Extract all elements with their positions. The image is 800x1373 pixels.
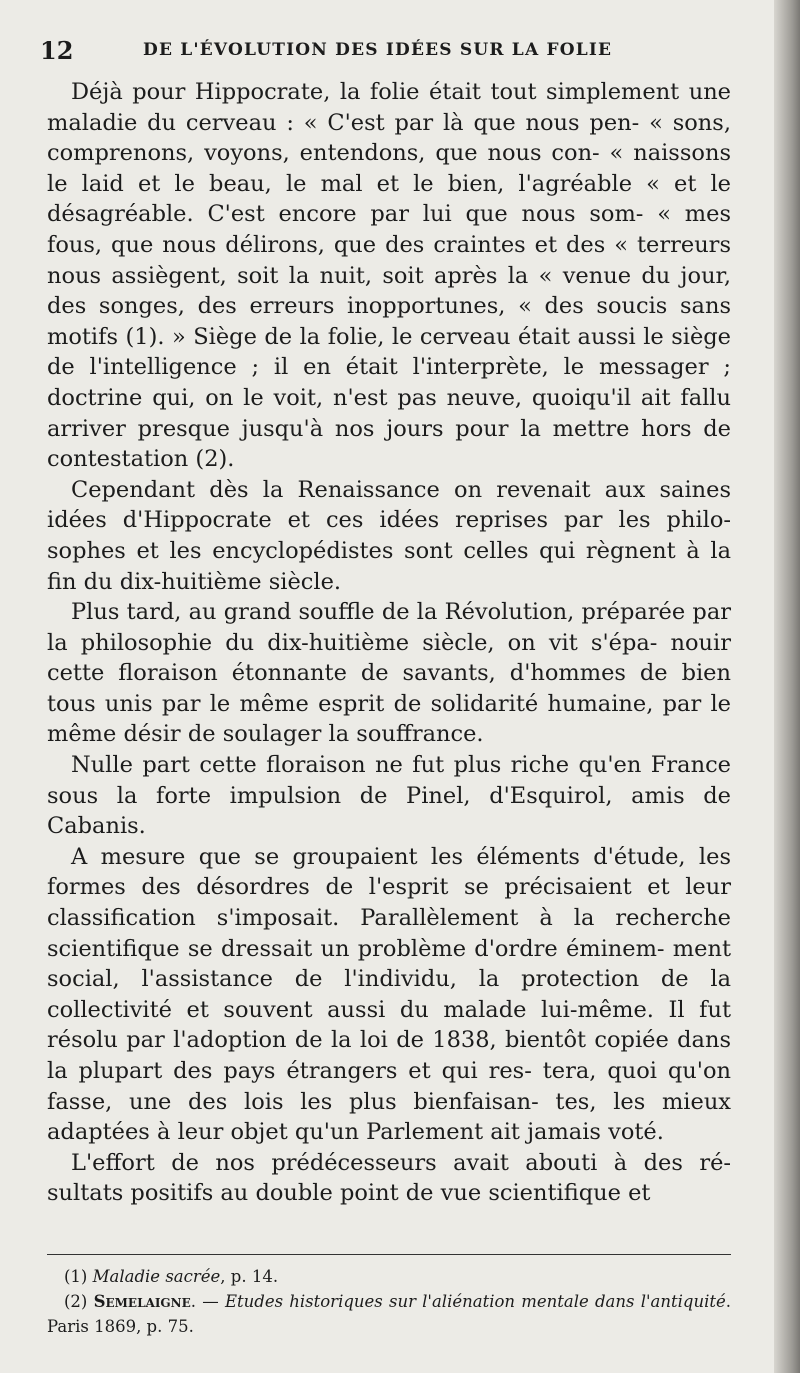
- footnote-marker: (1): [64, 1267, 88, 1286]
- paragraph: Déjà pour Hippocrate, la folie était tout simplement une maladie du cerveau : « C'est par là que nous pen- « sons, comprenons, voyons, entendons, que nous con- « naissons le laid et le beau, le mal et le bien, l'agréable « et le désagréable. C'est encore par lui que nous som- « mes fous, que nous délirons, que des craintes et des « terreurs nous assiègent, soit la nuit, soit après la « venue du jour, des songes, des erreurs inopportunes, « des soucis sans motifs (1). » Siège de la folie, le cerveau était aussi le siège de l'intelligence ; il en était l'interprète, le messager ; doctrine qui, on le voit, n'est pas neuve, quoiqu'il ait fallu arriver presque jusqu'à nos jours pour la mettre hors de contestation (2).: [47, 79, 731, 473]
- running-title: DE L'ÉVOLUTION DES IDÉES SUR LA FOLIE: [143, 40, 613, 60]
- footnote-title: Maladie sacrée: [92, 1267, 221, 1286]
- footnote-reference: . Paris 1869, p. 75.: [47, 1292, 731, 1336]
- paragraph: L'effort de nos prédécesseurs avait abouti à des ré- sultats positifs au double point de vue scientifique et: [47, 1149, 731, 1207]
- running-head: [40, 36, 740, 66]
- paragraph: Nulle part cette floraison ne fut plus riche qu'en France sous la forte impulsion de Pinel, d'Esquirol, amis de Cabanis.: [47, 752, 731, 840]
- paragraph: A mesure que se groupaient les éléments d'étude, les formes des désordres de l'esprit se précisaient et leur classification s'imposait. Parallèlement à la recherche scientifique se dressait un problème d'ordre éminem- ment social, l'assistance de l'individu, la protection de la collectivité et souvent aussi du malade lui-même. Il fut résolu par l'adoption de la loi de 1838, bientôt copiée dans la plupart des pays étrangers et qui res- tera, quoi qu'on fasse, une des lois les plus bienfaisan- tes, les mieux adaptées à leur objet qu'un Parlement ait jamais voté.: [47, 843, 731, 1146]
- footnote-separator: [47, 1254, 731, 1255]
- footnote-reference: , p. 14.: [220, 1267, 279, 1286]
- page-number: 12: [40, 36, 74, 65]
- main-text: [47, 77, 731, 1209]
- footnotes: [47, 1264, 731, 1339]
- paragraph: Cependant dès la Renaissance on revenait aux saines idées d'Hippocrate et ces idées reprises par les philo- sophes et les encyclopédistes sont celles qui règnent à la fin du dix-huitième siècle.: [47, 476, 731, 595]
- footnote-author: Semelaigne: [93, 1292, 191, 1311]
- footnote-1: [47, 1264, 731, 1289]
- footnote-title: Etudes historiques sur l'aliénation mentale dans l'antiquité: [224, 1292, 726, 1311]
- footnote-2: [47, 1289, 731, 1339]
- footnote-separator-dash: . —: [190, 1292, 219, 1311]
- footnote-marker: (2): [64, 1292, 88, 1311]
- book-spine-shadow: [774, 0, 800, 1373]
- paragraph: Plus tard, au grand souffle de la Révolution, préparée par la philosophie du dix-huitième siècle, on vit s'épa- nouir cette floraison étonnante de savants, d'hommes de bien tous unis par le même esprit de solidarité humaine, par le même désir de soulager la souffrance.: [47, 599, 731, 748]
